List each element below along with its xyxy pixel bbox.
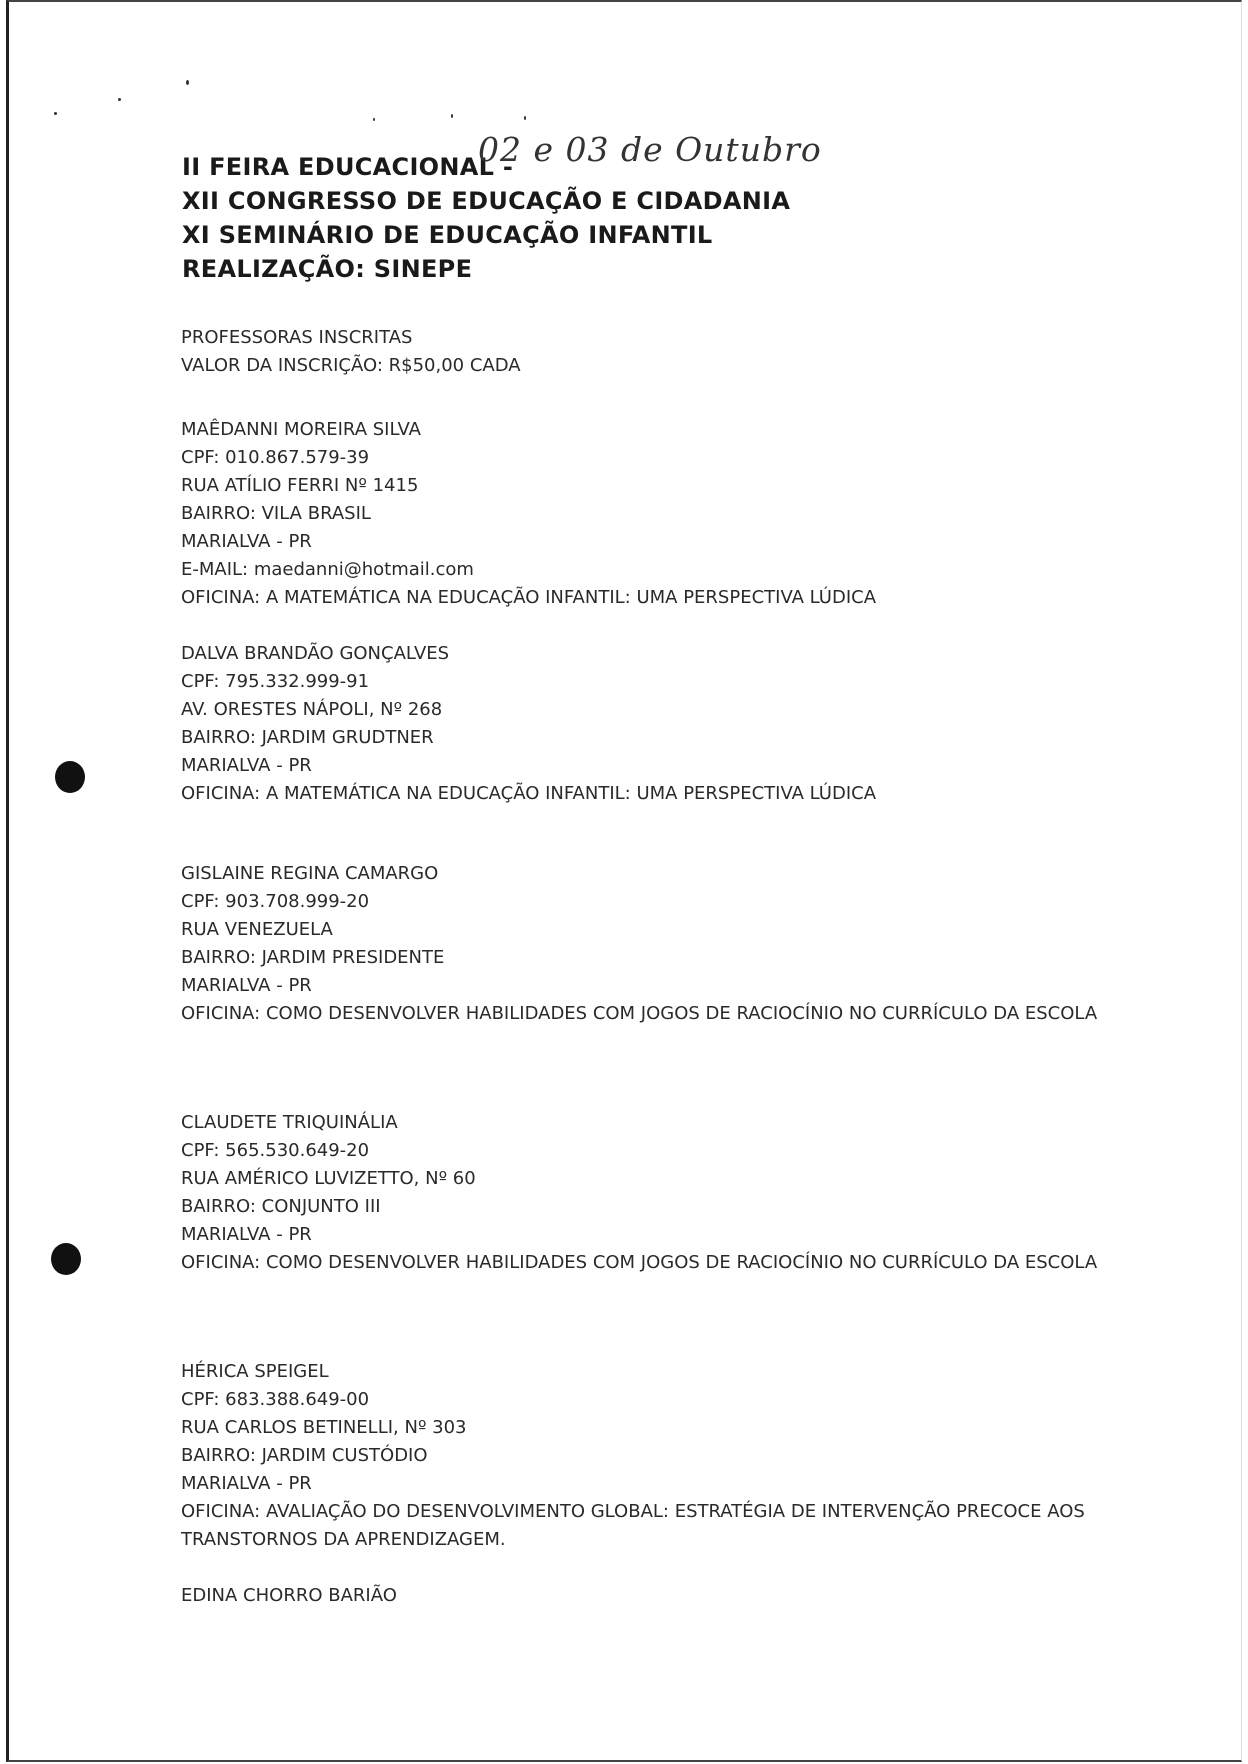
registrant-city: MARIALVA - PR bbox=[181, 1224, 312, 1245]
registrant-name: GISLAINE REGINA CAMARGO bbox=[181, 863, 439, 884]
registrant-address: RUA CARLOS BETINELLI, Nº 303 bbox=[181, 1417, 467, 1438]
registrant-cpf: CPF: 795.332.999-91 bbox=[181, 671, 370, 692]
registrant-workshop: OFICINA: COMO DESENVOLVER HABILIDADES COM JOGOS DE RACIOCÍNIO NO CURRÍCULO DA ESCOLA bbox=[181, 1003, 1098, 1024]
event-title-seminario: XI SEMINÁRIO DE EDUCAÇÃO INFANTIL bbox=[182, 221, 713, 249]
punch-hole-bottom bbox=[51, 1243, 81, 1275]
registrant-cpf: CPF: 903.708.999-20 bbox=[181, 891, 370, 912]
registration-fee: VALOR DA INSCRIÇÃO: R$50,00 CADA bbox=[181, 355, 521, 376]
registrant-email: E-MAIL: maedanni@hotmail.com bbox=[181, 559, 474, 580]
scan-speck bbox=[186, 80, 189, 85]
registrant-city: MARIALVA - PR bbox=[181, 531, 312, 552]
registrant-district: BAIRRO: JARDIM GRUDTNER bbox=[181, 727, 434, 748]
scan-speck bbox=[451, 114, 453, 118]
registrant-address: RUA AMÉRICO LUVIZETTO, Nº 60 bbox=[181, 1168, 476, 1189]
registrant-name: HÉRICA SPEIGEL bbox=[181, 1361, 329, 1382]
list-title: PROFESSORAS INSCRITAS bbox=[181, 327, 413, 348]
intro-block bbox=[181, 324, 1101, 380]
registrant-city: MARIALVA - PR bbox=[181, 755, 312, 776]
registrant-city: MARIALVA - PR bbox=[181, 975, 312, 996]
registrant-workshop: OFICINA: AVALIAÇÃO DO DESENVOLVIMENTO GLOBAL: ESTRATÉGIA DE INTERVENÇÃO PRECOCE AOS TRANSTORNOS DA APRENDIZAGEM. bbox=[181, 1501, 1085, 1550]
registrant-entry bbox=[181, 1582, 1101, 1610]
scan-speck bbox=[54, 112, 57, 115]
registrant-name: CLAUDETE TRIQUINÁLIA bbox=[181, 1112, 398, 1133]
registrant-district: BAIRRO: CONJUNTO III bbox=[181, 1196, 381, 1217]
punch-hole-top bbox=[55, 761, 85, 793]
scan-speck bbox=[373, 118, 375, 121]
registrant-city: MARIALVA - PR bbox=[181, 1473, 312, 1494]
handwritten-date: 02 e 03 de Outubro bbox=[478, 130, 822, 169]
registrant-address: RUA VENEZUELA bbox=[181, 919, 333, 940]
event-title-congresso: XII CONGRESSO DE EDUCAÇÃO E CIDADANIA bbox=[182, 187, 791, 215]
registrant-name: MAÊDANNI MOREIRA SILVA bbox=[181, 419, 421, 440]
registrant-cpf: CPF: 683.388.649-00 bbox=[181, 1389, 370, 1410]
registrant-name: EDINA CHORRO BARIÃO bbox=[181, 1585, 397, 1606]
registrant-entry bbox=[181, 1358, 1101, 1554]
event-organizer: REALIZAÇÃO: SINEPE bbox=[182, 255, 473, 283]
scan-speck bbox=[524, 116, 526, 120]
event-title-feira: II FEIRA EDUCACIONAL - bbox=[182, 153, 514, 181]
registrant-name: DALVA BRANDÃO GONÇALVES bbox=[181, 643, 450, 664]
registrant-entry bbox=[181, 640, 1101, 808]
registrant-workshop: OFICINA: COMO DESENVOLVER HABILIDADES COM JOGOS DE RACIOCÍNIO NO CURRÍCULO DA ESCOLA bbox=[181, 1252, 1098, 1273]
registrant-entry bbox=[181, 416, 1101, 612]
scan-speck bbox=[118, 98, 121, 101]
registrant-district: BAIRRO: VILA BRASIL bbox=[181, 503, 371, 524]
registrant-address: AV. ORESTES NÁPOLI, Nº 268 bbox=[181, 699, 443, 720]
document-header bbox=[182, 150, 790, 286]
registrant-district: BAIRRO: JARDIM CUSTÓDIO bbox=[181, 1445, 428, 1466]
registrant-cpf: CPF: 010.867.579-39 bbox=[181, 447, 370, 468]
registrant-district: BAIRRO: JARDIM PRESIDENTE bbox=[181, 947, 445, 968]
registrant-entry bbox=[181, 1109, 1101, 1277]
registrant-workshop: OFICINA: A MATEMÁTICA NA EDUCAÇÃO INFANTIL: UMA PERSPECTIVA LÚDICA bbox=[181, 587, 877, 608]
registrant-cpf: CPF: 565.530.649-20 bbox=[181, 1140, 370, 1161]
registrant-entry bbox=[181, 860, 1101, 1028]
registrant-address: RUA ATÍLIO FERRI Nº 1415 bbox=[181, 475, 419, 496]
registrant-workshop: OFICINA: A MATEMÁTICA NA EDUCAÇÃO INFANTIL: UMA PERSPECTIVA LÚDICA bbox=[181, 783, 877, 804]
